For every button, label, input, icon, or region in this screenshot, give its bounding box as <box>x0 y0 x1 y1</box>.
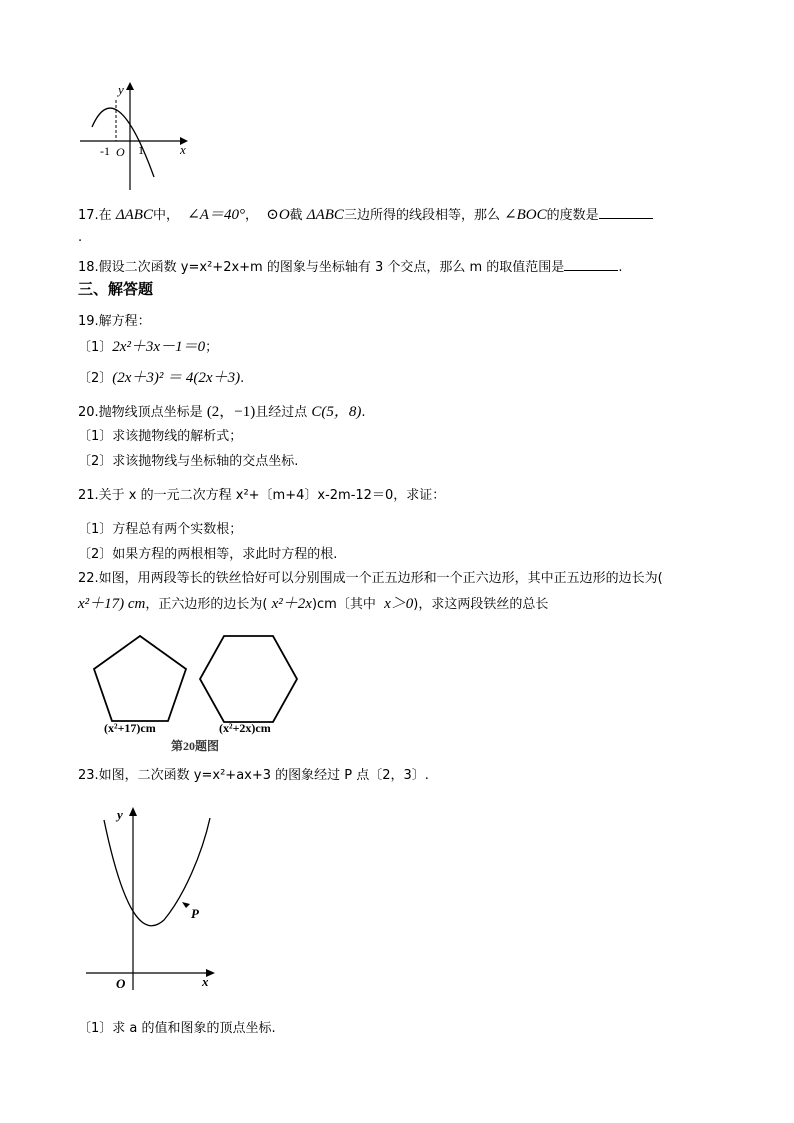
fig1-origin: O <box>116 145 125 159</box>
question-20-part-1: 〔1〕求该抛物线的解析式； <box>78 429 243 444</box>
question-21: 21.关于 x 的一元二次方程 x²+〔m+4〕x-2m-12＝0，求证： <box>78 488 446 503</box>
fig1-one: 1 <box>138 143 144 157</box>
fig3-x-label: x <box>202 974 209 989</box>
regular-pentagon <box>94 636 186 721</box>
fig3-origin: O <box>116 976 126 991</box>
question-20: 20.抛物线顶点坐标是 (2，−1)且经过点 C(5，8). <box>78 404 366 420</box>
parabola-curve <box>92 108 154 177</box>
parabola-figure-2 <box>84 806 220 992</box>
point-p-label: P <box>191 906 199 921</box>
fig3-y-label: y <box>117 807 123 822</box>
fig1-y-label: y <box>118 82 124 97</box>
question-19-part-1: 〔1〕2x²＋3x－1＝0； <box>78 339 219 355</box>
regular-hexagon <box>200 636 297 722</box>
hexagon-side-label: (x²+2x)cm <box>219 721 271 735</box>
question-21-part-2: 〔2〕如果方程的两根相等，求此时方程的根. <box>78 547 338 562</box>
question-22-line-2: x²＋17) cm，正六边形的边长为( x²＋2x)cm〔其中 x＞0)，求这两段铁丝的总长 <box>78 596 549 612</box>
question-19-part-2: 〔2〕(2x＋3)² ＝ 4(2x＋3). <box>78 370 245 386</box>
curve-arrowhead <box>182 902 190 908</box>
y-axis-arrow <box>129 807 137 816</box>
question-19-title: 19.解方程： <box>78 314 151 329</box>
fig1-minus-one: -1 <box>100 144 110 158</box>
question-21-part-1: 〔1〕方程总有两个实数根； <box>78 522 243 537</box>
parabola-figure-1 <box>78 82 193 192</box>
question-22-line-1: 22.如图，用两段等长的铁丝恰好可以分别围成一个正五边形和一个正六边形，其中正五边形的边长为( <box>78 571 663 586</box>
answer-blank-18[interactable] <box>564 256 618 271</box>
question-17-end: . <box>78 230 83 245</box>
y-axis-arrow <box>126 82 134 90</box>
answer-blank-17[interactable] <box>599 204 653 219</box>
question-23-part-1: 〔1〕求 a 的值和图象的顶点坐标. <box>78 1021 276 1036</box>
question-18: 18.假设二次函数 y=x²+2x+m 的图象与坐标轴有 3 个交点，那么 m 的取值范围是 . <box>78 256 622 277</box>
fig1-x-label: x <box>180 142 186 157</box>
section-heading: 三、解答题 <box>78 280 154 298</box>
question-20-part-2: 〔2〕求该抛物线与坐标轴的交点坐标. <box>78 454 299 469</box>
question-17: 17.在 ΔABC中， ∠A＝40°， ⊙O截 ΔABC三边所得的线段相等，那么 ∠BOC的度数是 <box>78 204 653 225</box>
figure-caption: 第20题图 <box>171 739 220 753</box>
pentagon-side-label: (x²+17)cm <box>104 721 156 735</box>
question-23: 23.如图，二次函数 y=x²+ax+3 的图象经过 P 点〔2，3〕. <box>78 768 429 783</box>
polygon-figure <box>84 628 314 753</box>
